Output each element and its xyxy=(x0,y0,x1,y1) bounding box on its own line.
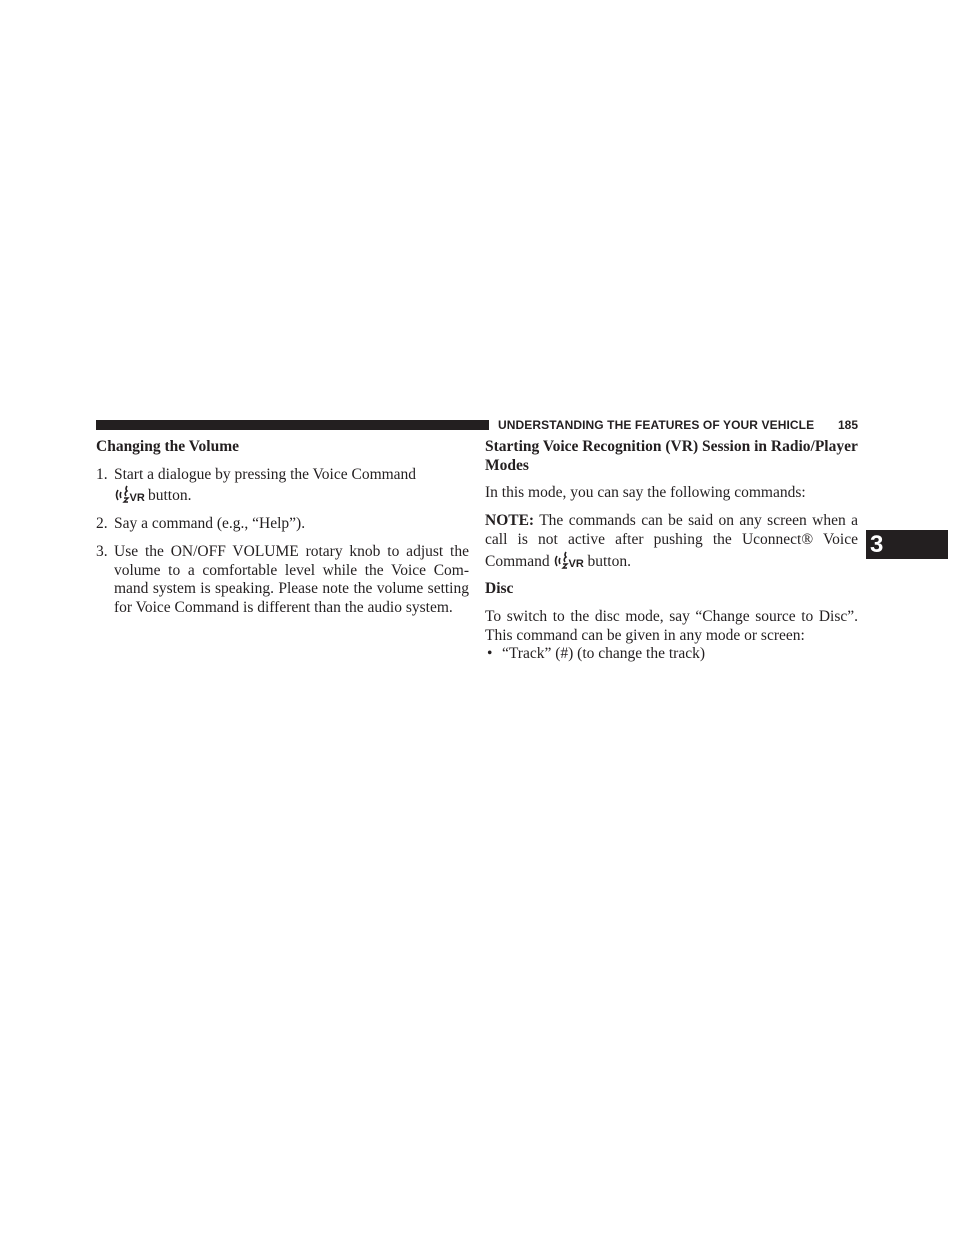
step-text: Say a command (e.g., “Help”). xyxy=(114,515,306,533)
disc-paragraph: To switch to the disc mode, say “Change source to Disc”. This command can be given in any mode or screen: xyxy=(485,607,858,644)
step-number: 2. xyxy=(96,515,108,533)
section-heading-vr-session: Starting Voice Recognition (VR) Session in Radio/Player Modes xyxy=(485,438,858,474)
note-paragraph xyxy=(485,512,858,571)
left-column xyxy=(96,438,469,618)
voice-command-vr-icon xyxy=(114,484,148,504)
step-text: Use the ON/OFF VOLUME rotary knob to adjust the volume to a comfortable level while the Voice Com-mand system is speaking. Please note the volume setting for Voice Command is different than the audio system. xyxy=(114,542,469,616)
chapter-tab xyxy=(866,530,948,559)
intro-paragraph: In this mode, you can say the following commands: xyxy=(485,484,806,502)
list-item xyxy=(96,466,469,506)
list-item xyxy=(96,543,469,618)
section-heading-changing-volume: Changing the Volume xyxy=(96,438,239,455)
voice-command-vr-icon xyxy=(553,550,587,570)
list-item xyxy=(96,515,469,534)
step-text-continued: button. xyxy=(148,487,192,505)
note-label: NOTE: xyxy=(485,512,535,530)
volume-steps-list xyxy=(96,466,469,618)
svg-text:VR: VR xyxy=(568,557,585,570)
note-text: The commands can be said on any screen when a call is not active after pushing the Uconnect® Voice Command xyxy=(485,512,858,570)
section-heading-disc: Disc xyxy=(485,580,514,598)
step-number: 1. xyxy=(96,465,108,483)
note-text-continued: button. xyxy=(587,552,631,570)
step-number: 3. xyxy=(96,542,108,560)
list-item: • “Track” (#) (to change the track) xyxy=(485,645,858,664)
page-number: 185 xyxy=(838,418,859,432)
right-column xyxy=(485,438,858,664)
header-rule xyxy=(96,420,489,430)
disc-commands-list xyxy=(485,645,858,664)
chapter-number: 3 xyxy=(870,531,884,558)
svg-text:VR: VR xyxy=(129,492,145,505)
step-text: Start a dialogue by pressing the Voice Command xyxy=(114,465,417,483)
running-header-title: UNDERSTANDING THE FEATURES OF YOUR VEHICLE xyxy=(498,418,815,432)
